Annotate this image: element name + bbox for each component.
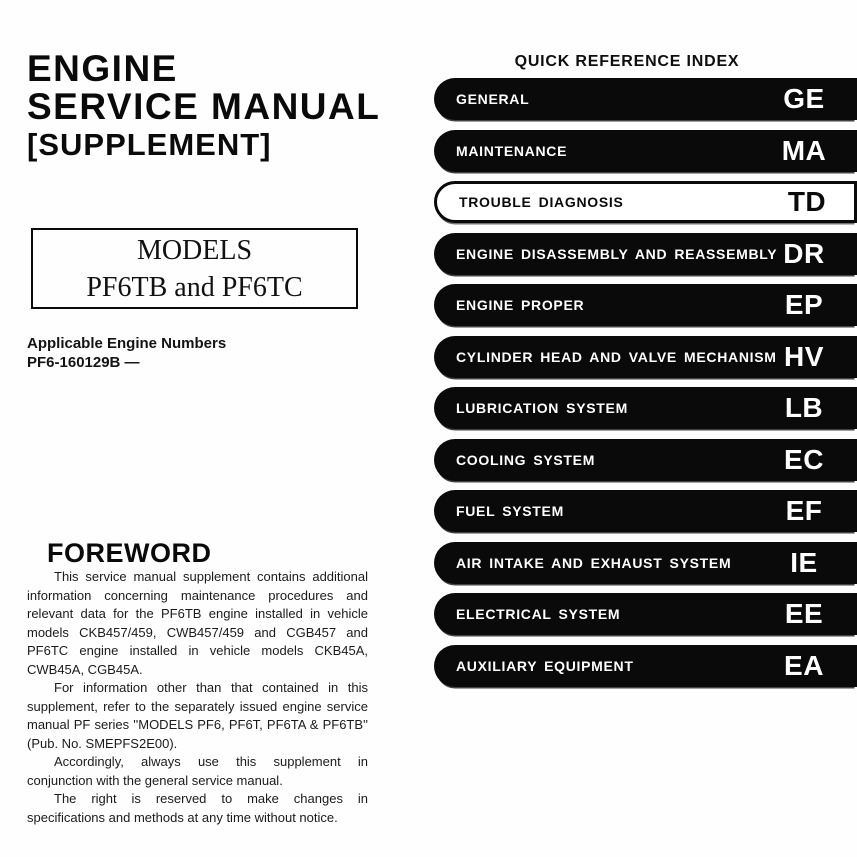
index-tab-label: COOLING SYSTEM [456,452,596,468]
index-tab-label: ENGINE DISASSEMBLY AND REASSEMBLY [456,246,778,262]
index-tab-code: EP [784,289,824,320]
foreword-paragraph-1: This service manual supplement contains additional information concerning maintenance procedures and relevant data for the PF6TB engine installed in vehicle models CKB457/459, CWB457/459 and CGB457 and PF6TC engine installed in vehicle models CKB45A, CWB45A, CGB45A. [27,569,368,677]
models-box-models: PF6TB and PF6TC [86,271,303,303]
index-tab-code: EF [785,495,823,526]
index-tab-ee [434,593,857,635]
index-tab-ma [434,130,857,172]
foreword-paragraph-2: For information other than that contained in this supplement, refer to the separately issued engine service manual PF series ''MODELS PF6, PF6T, PF6TA & PF6TB'' (Pub. No. SMEPFS2E00). [27,680,368,751]
index-tab-lb [434,387,857,429]
quick-reference-index-heading: QUICK REFERENCE INDEX [514,53,740,70]
index-tab-label: AIR INTAKE AND EXHAUST SYSTEM [456,555,732,571]
index-tab-label: AUXILIARY EQUIPMENT [456,658,634,674]
index-tab-ep [434,284,857,326]
index-tab-td [434,181,857,223]
index-tab-label: FUEL SYSTEM [456,503,564,519]
index-tab-label: GENERAL [456,91,530,107]
index-tab-code: LB [784,392,824,423]
index-tab-label: TROUBLE DIAGNOSIS [459,194,624,210]
index-tab-code: DR [783,238,825,269]
index-tab-ge [434,78,857,120]
title-line-1: ENGINE [27,48,178,89]
foreword-heading: FOREWORD [47,538,212,568]
title-line-2: SERVICE MANUAL [27,86,381,127]
foreword-paragraph-3: Accordingly, always use this supplement in conjunction with the general service manual. [27,754,368,788]
index-tab-label: LUBRICATION SYSTEM [456,400,628,416]
models-box [31,228,358,309]
index-tab-ec [434,439,857,481]
index-tab-code: TD [787,186,827,217]
foreword-paragraph-4: The right is reserved to make changes in specifications and methods at any time without notice. [27,791,368,825]
index-tab-label: ENGINE PROPER [456,297,585,313]
index-tab-list [434,0,857,857]
page-title [27,50,380,164]
applicable-engine-numbers [27,334,226,372]
applicable-label: Applicable Engine Numbers [27,335,227,352]
foreword-body [27,568,368,827]
index-tab-ea [434,645,857,687]
applicable-value: PF6-160129B — [27,354,140,371]
index-tab-code: EE [784,598,824,629]
index-tab-code: HV [784,341,824,372]
index-tab-code: IE [790,547,818,578]
index-tab-ie [434,542,857,584]
index-tab-code: GE [783,83,825,114]
index-tab-hv [434,336,857,378]
index-tab-label: ELECTRICAL SYSTEM [456,606,621,622]
index-tab-ef [434,490,857,532]
index-tab-code: EC [784,444,824,475]
index-tab-dr [434,233,857,275]
index-tab-code: MA [781,135,827,166]
index-tab-label: CYLINDER HEAD AND VALVE MECHANISM [456,349,777,365]
models-box-heading: MODELS [136,234,253,266]
index-tab-label: MAINTENANCE [456,143,568,159]
title-line-3: [SUPPLEMENT] [27,127,272,162]
index-tab-code: EA [784,650,824,681]
